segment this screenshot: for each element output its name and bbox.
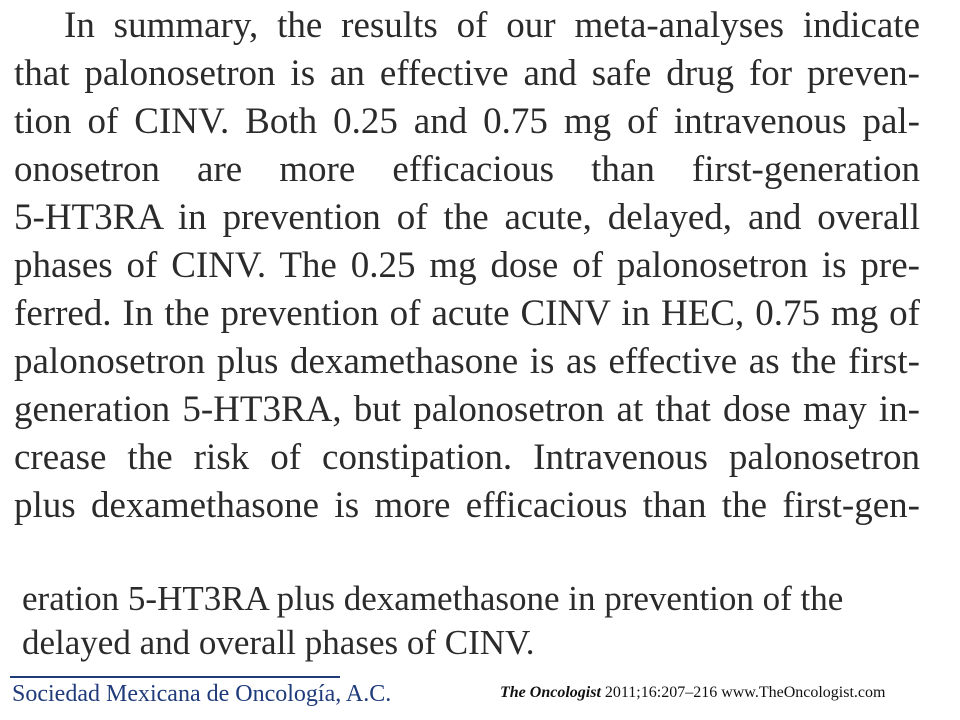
journal-citation <box>500 684 885 702</box>
journal-volume: 2011;16:207–216 <box>604 684 718 701</box>
paragraph-line: onosetron are more efficacious than first-generation <box>14 149 920 190</box>
paragraph-line: generation 5-HT3RA, but palonosetron at that dose may in- <box>14 389 920 430</box>
paragraph-line: tion of CINV. Both 0.25 and 0.75 mg of intravenous pal- <box>14 101 920 142</box>
paragraph-line: crease the risk of constipation. Intravenous palonosetron <box>14 437 920 478</box>
paragraph-line: In summary, the results of our meta-analyses indicate <box>64 5 920 46</box>
paragraph-line: that palonosetron is an effective and safe drug for preven- <box>14 53 920 94</box>
society-name: Sociedad Mexicana de Oncología, A.C. <box>12 681 392 707</box>
paragraph-line: phases of CINV. The 0.25 mg dose of palonosetron is pre- <box>14 245 920 286</box>
paragraph-line: palonosetron plus dexamethasone is as effective as the first- <box>14 341 920 382</box>
continuation-line: eration 5-HT3RA plus dexamethasone in prevention of the <box>22 579 844 618</box>
journal-name: The Oncologist <box>500 684 601 701</box>
paragraph-line: plus dexamethasone is more efficacious than the first-gen- <box>14 485 920 526</box>
paragraph-line: ferred. In the prevention of acute CINV in HEC, 0.75 mg of <box>14 293 920 334</box>
journal-url: www.TheOncologist.com <box>721 684 886 701</box>
paragraph-line: 5-HT3RA in prevention of the acute, delayed, and overall <box>14 197 920 238</box>
continuation-line: delayed and overall phases of CINV. <box>22 623 535 662</box>
footer-divider <box>10 676 340 678</box>
